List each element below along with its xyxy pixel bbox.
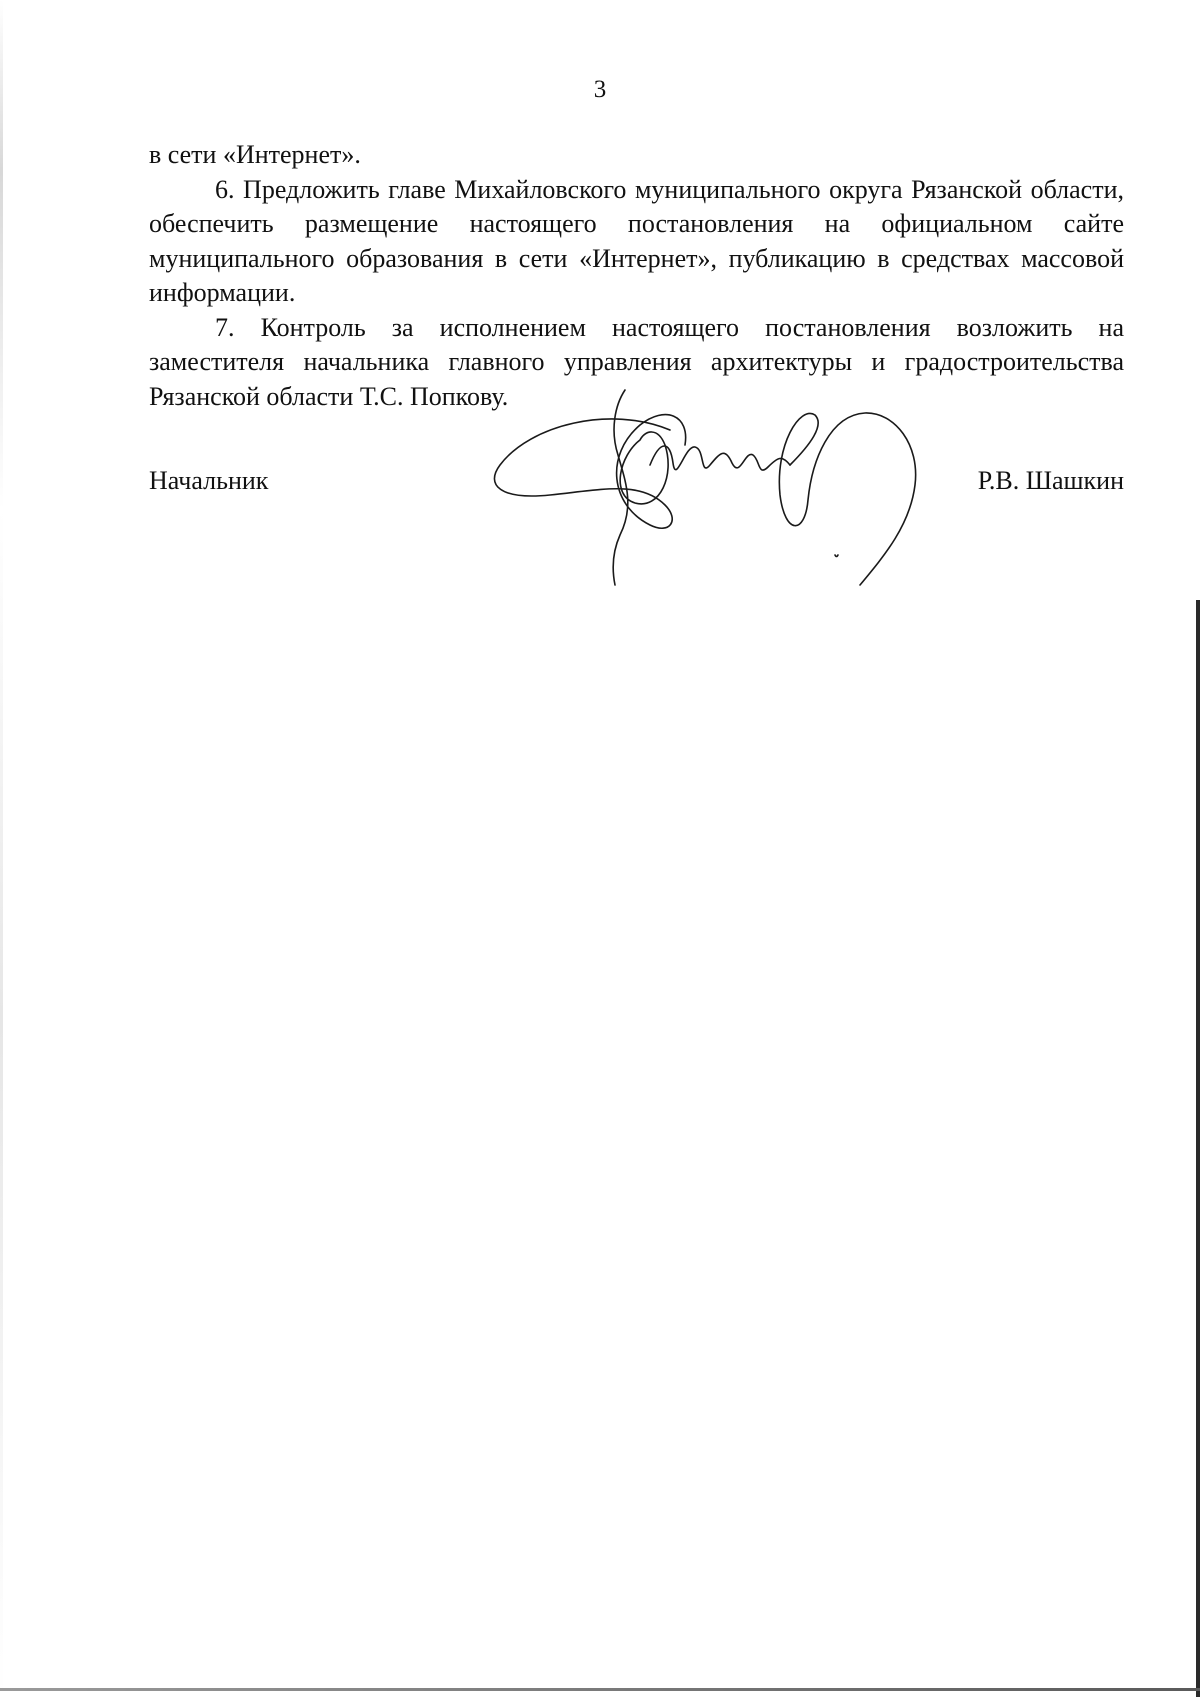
paragraph-continuation: в сети «Интернет». <box>149 140 361 169</box>
scan-edge-right <box>1196 600 1200 1697</box>
signer-role: Начальник <box>149 466 269 495</box>
document-body <box>149 138 1124 414</box>
handwritten-signature <box>490 385 930 590</box>
page-number: 3 <box>593 76 607 103</box>
paragraph-item-6: 6. Предложить главе Михайловского муниципального округа Рязанской области, обеспечить размещение настоящего постановления на официальном сайте муниципального образования в сети «Интернет», публикацию в средствах массовой информации. <box>149 174 1124 307</box>
signer-name: Р.В. Шашкин <box>977 466 1124 495</box>
scan-edge-left <box>0 0 3 1697</box>
paragraph-item-7: 7. Контроль за исполнением настоящего постановления возложить на заместителя начальника главного управления архитектуры и градостроительства Рязанской области Т.С. Попкову. <box>149 312 1124 411</box>
scan-edge-bottom <box>0 1688 1200 1691</box>
